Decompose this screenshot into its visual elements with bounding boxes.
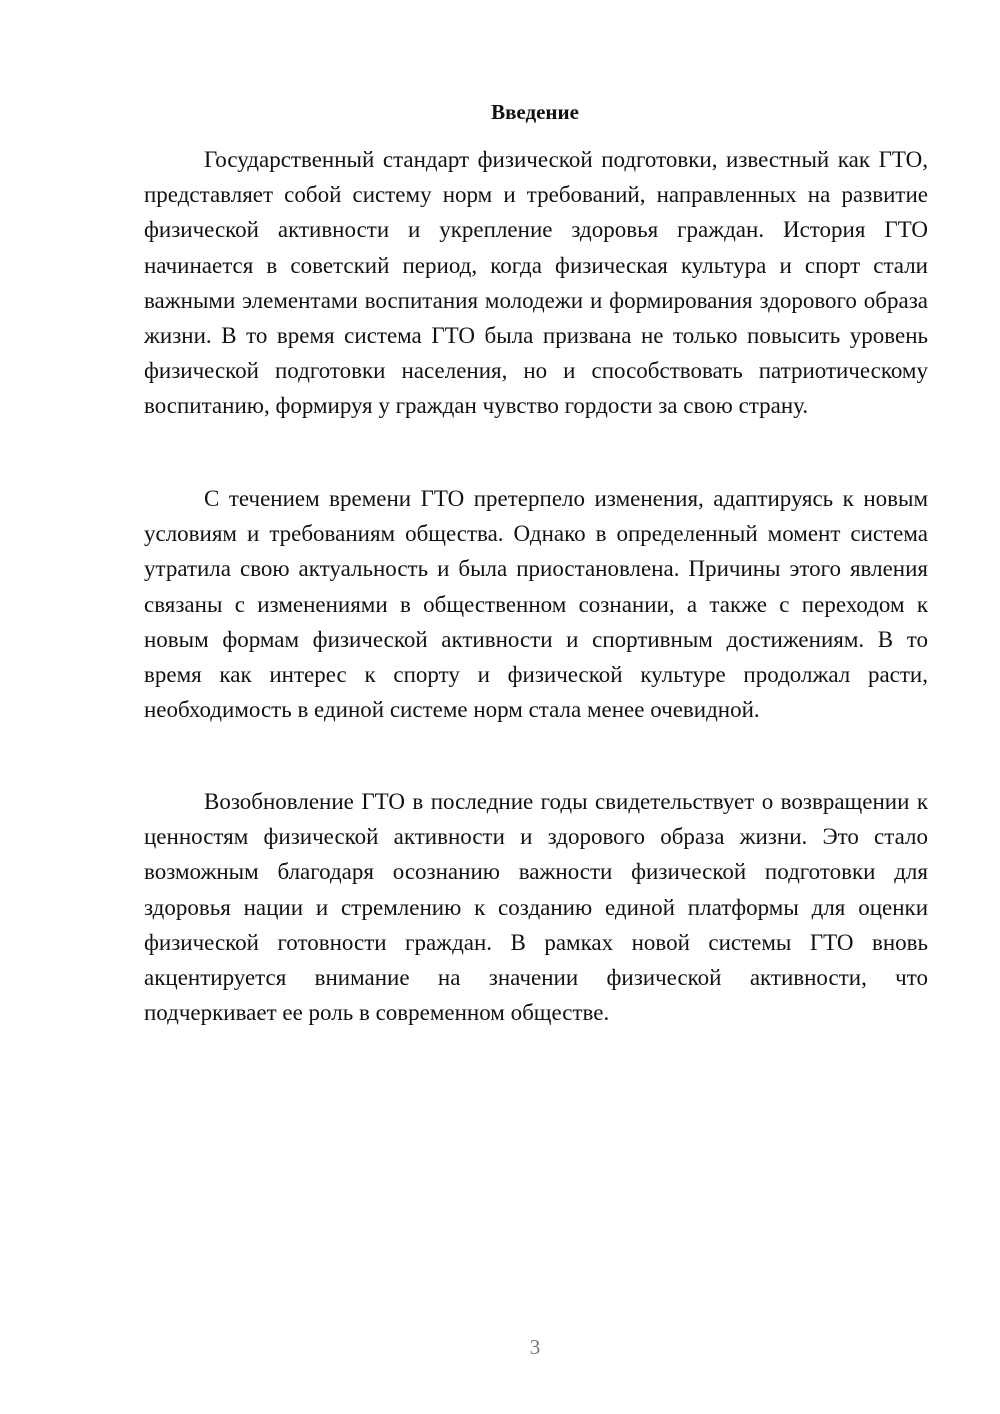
paragraph-2: С течением времени ГТО претерпело изменения, адаптируясь к новым условиям и требованиям общества. Однако в определенный момент система утратила свою актуальность и была приостановлена. Причины этого явления связаны с изменениями в общественном сознании, а также с переходом к новым формам физической активности и спортивным достижениям. В то время как интерес к спорту и физической культуре продолжал расти, необходимость в единой системе норм стала менее очевидной. — [144, 486, 928, 723]
page-number: 3 — [529, 1335, 541, 1359]
paragraph-1: Государственный стандарт физической подготовки, известный как ГТО, представляет собой систему норм и требований, направленных на развитие физической активности и укрепление здоровья граждан. История ГТО начинается в советский период, когда физическая культура и спорт стали важными элементами воспитания молодежи и формирования здорового образа жизни. В то время система ГТО была призвана не только повысить уровень физической подготовки населения, но и способствовать патриотическому воспитанию, формируя у граждан чувство гордости за свою страну. — [144, 147, 928, 419]
page-title: Введение — [491, 100, 579, 124]
paragraph-3: Возобновление ГТО в последние годы свидетельствует о возвращении к ценностям физической активности и здорового образа жизни. Это стало возможным благодаря осознанию важности физической подготовки для здоровья нации и стремлению к созданию единой платформы для оценки физической готовности граждан. В рамках новой системы ГТО вновь акцентируется внимание на значении физической активности, что подчеркивает ее роль в современном обществе. — [144, 789, 928, 1026]
